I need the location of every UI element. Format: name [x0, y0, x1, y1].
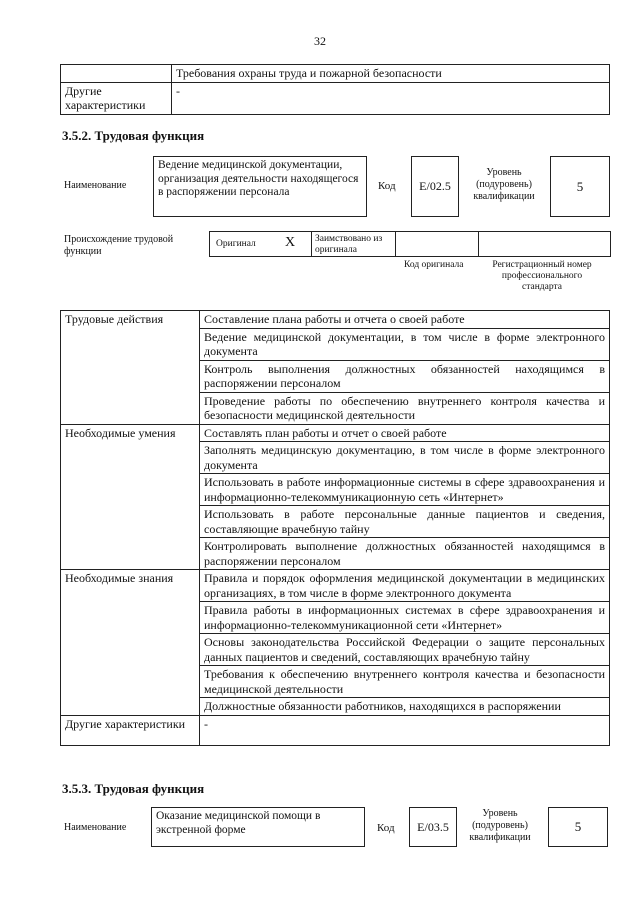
top-table-other-value: -: [172, 82, 610, 114]
top-table-empty-cell: [61, 65, 172, 83]
labor-action-item: Ведение медицинской документации, в том числе в форме электронного документа: [200, 328, 610, 360]
section-352-origin-divider-3: [478, 231, 479, 257]
labor-action-item: Составление плана работы и отчета о своей работе: [200, 311, 610, 329]
top-table: [60, 64, 610, 115]
section-352-origin-label: Происхождение трудовой функции: [64, 234, 174, 257]
section-352-original-mark: X: [285, 235, 296, 250]
skill-item: Составлять план работы и отчет о своей работе: [200, 424, 610, 442]
section-352-level-value: 5: [550, 156, 610, 217]
section-353-code-label: Код: [377, 822, 395, 834]
skill-item: Использовать в работе информационные системы в сфере здравоохранения и информационно-телекоммуникационную сеть «Интернет»: [200, 474, 610, 506]
section-352-level-label: Уровень (подуровень) квалификации: [473, 167, 535, 202]
section-352-name-label: Наименование: [64, 180, 127, 191]
knowledge-label: Необходимые знания: [61, 570, 200, 716]
knowledge-item: Основы законодательства Российской Федерации о защите персональных данных пациентов и сведений, составляющих врачебную тайну: [200, 634, 610, 666]
section-352-name-value: Ведение медицинской документации, организация деятельности находящегося в распоряжении персонала: [153, 156, 367, 217]
knowledge-item: Правила и порядок оформления медицинской документации в медицинских организациях, в том числе в форме электронного документа: [200, 570, 610, 602]
section-353-level-value: 5: [548, 807, 608, 847]
skills-label: Необходимые умения: [61, 424, 200, 570]
knowledge-item: Требования к обеспечению внутреннего контроля качества и безопасности медицинской деятельности: [200, 666, 610, 698]
section-353-level-label: Уровень (подуровень) квалификации: [469, 808, 531, 843]
section-352-code-value: E/02.5: [411, 156, 459, 217]
section-353-title: 3.5.3. Трудовая функция: [62, 781, 205, 796]
section-352-borrowed-label: Заимствовано из оригинала: [315, 234, 383, 255]
knowledge-item: Правила работы в информационных системах в сфере здравоохранения и информационно-телекоммуникационной сети «Интернет»: [200, 602, 610, 634]
section-352-code-label: Код: [378, 180, 396, 192]
skill-item: Контролировать выполнение должностных обязанностей находящимся в распоряжении персоналом: [200, 538, 610, 570]
main-other-value: -: [200, 715, 610, 745]
labor-action-item: Контроль выполнения должностных обязанностей находящимся в распоряжении персоналом: [200, 360, 610, 392]
section-352-original-label: Оригинал: [216, 239, 256, 249]
section-353-name-label: Наименование: [64, 822, 127, 833]
page-number: 32: [314, 34, 326, 48]
section-353-code-value: E/03.5: [409, 807, 457, 847]
skill-item: Заполнять медицинскую документацию, в том числе в форме электронного документа: [200, 442, 610, 474]
section-352-origin-table: [209, 231, 611, 257]
section-352-origin-divider-1: [311, 231, 312, 257]
labor-action-item: Проведение работы по обеспечению внутреннего контроля качества и безопасности медицинской деятельности: [200, 392, 610, 424]
knowledge-item: Должностные обязанности работников, находящихся в распоряжении: [200, 698, 610, 716]
section-353-name-value: Оказание медицинской помощи в экстренной форме: [151, 807, 365, 847]
top-table-other-label: Другие характеристики: [61, 82, 172, 114]
top-table-requirement: Требования охраны труда и пожарной безопасности: [172, 65, 610, 83]
section-352-code-original-label: Код оригинала: [404, 260, 464, 270]
section-352-reg-number-label: Регистрационный номер профессионального стандарта: [492, 260, 592, 292]
skill-item: Использовать в работе персональные данные пациентов и сведения, составляющие врачебную тайну: [200, 506, 610, 538]
section-352-title: 3.5.2. Трудовая функция: [62, 128, 205, 143]
section-352-origin-divider-2: [395, 231, 396, 257]
main-other-label: Другие характеристики: [61, 715, 200, 745]
labor-actions-label: Трудовые действия: [61, 311, 200, 425]
main-table: [60, 310, 610, 746]
